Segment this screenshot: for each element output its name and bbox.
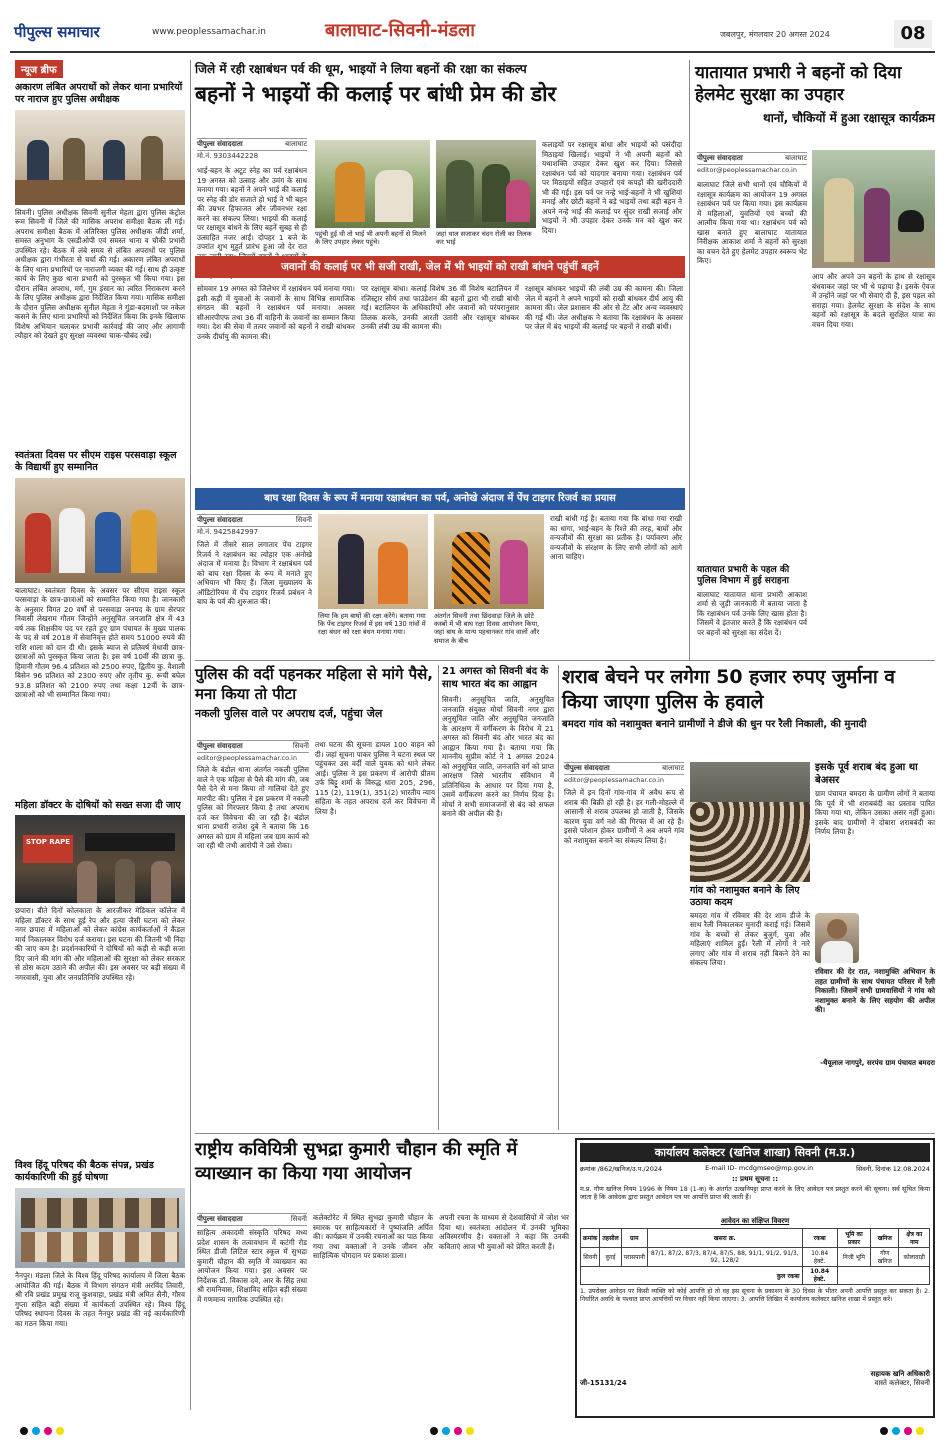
tender-header: ग्राम — [621, 1229, 647, 1248]
tiger-mobile: मो.नं. 9425842997 — [197, 528, 259, 536]
masthead — [0, 0, 945, 54]
tender-header: तहसील — [600, 1229, 621, 1248]
lead-photo-soldiers-rakhi — [436, 140, 536, 228]
brief-story3-headline: महिला डॉक्टर के दोषियों को सख्त सजा दी जाए — [15, 799, 181, 811]
jail-body-col1: सोमवार 19 अगस्त को जिलेभर में रक्षाबंधन पर्व मनाया गया। इसी कड़ी में युवाओं के जवानों के साथ विभिन्न सामाजिक संगठन की बहनों ने रक्षाबंधन पर्व मनाया। अवसर सीआरपीएफ तथा 36 वीं वाहिनी के जवानों का सम्मान किया गया। देश की सेवा में तत्पर जवानों को बहनों ने राखी बांधकर उनके दीर्घायु की कामना की। — [197, 284, 355, 341]
lead-photo2-caption: जहां थाल सजाकर चंदन रोली का तिलक कर भाई — [436, 230, 532, 247]
liquor-byline — [564, 762, 684, 784]
brief-story4-photo — [15, 1188, 185, 1268]
tender-header: क्रमांक — [581, 1229, 600, 1248]
traffic-headline: यातायात प्रभारी ने बहनों को दिया हेलमेट सुरक्षा का उपहार — [695, 63, 902, 106]
brand-logo: पीपुल्स समाचार — [14, 23, 100, 41]
liquor-place: बालाघाट — [662, 764, 684, 772]
liquor-quote-author: -थैयूलाल नागपुरे, सरपंच ग्राम पंचायत बमदरा — [820, 1059, 935, 1067]
lead-body-col3: कलाइयों पर रक्षासूत्र बांधा और भाइयों को पसंदीदा मिठाइयां खिलाई। भाइयों ने भी अपनी बहनों को यथाशक्ति उपहार देकर खुश कर दिया। जिससे रक्षाबंधन पर्व को यादगार बनाया गया। रक्षाबंधन पर्व पर मिठाइयों सहित उपहारों एवं कपड़ों की खरीददारी भी की गई। इस पर्व पर नन्हे भाई-बहनों ने भी खुशियां मनाई और छोटी बहनों ने बड़े भाइयों तथा बड़ी बहन ने अपने नन्हे भाई की कलाई पर सुंदर राखी सजाई और भाइयों ने भी उपहार देकर उनके मन को खुश कर दिया। — [542, 140, 682, 235]
bandh-headline: 21 अगस्त को सिवनी बंद के साथ भारत बंद का आह्वान — [442, 666, 549, 690]
tender-cell: सिवनी — [581, 1248, 600, 1267]
tender-email: E-mail ID- mcdgmseo@mp.gov.in — [705, 1164, 814, 1172]
lead-bureau: पीपुल्स संवाददाता — [197, 140, 243, 148]
traffic-box — [697, 565, 807, 655]
traffic-byline — [697, 152, 807, 174]
tender-cell: कुरई — [600, 1248, 621, 1267]
liquor-sarpanch-photo — [815, 913, 859, 963]
column-divider-mid — [689, 60, 690, 660]
tender-cell: निजी भूमि — [837, 1248, 870, 1267]
tiger-bureau: पीपुल्स संवाददाता — [197, 516, 243, 524]
brief-story2-photo — [15, 478, 185, 583]
jail-body-col3: रक्षासूत्र बांधकर भाइयों की लंबी उम्र की कामना की। जिला जेल में बहनों ने अपने भाइयों को राखी बांधकर दीर्घ आयु की कामना की। जेल प्रशासन की ओर से टेंट और अन्य व्यवस्थाएं की गई थीं। जेल अधीक्षक ने बताया कि रक्षाबंधन के अवसर पर जेल में बंद भाइयों की कलाई पर बहनों ने राखी बांधी। — [525, 284, 683, 331]
tender-ref: क्रमांक /862/खनिज/उ.प./2024 — [580, 1165, 663, 1173]
tiger-body-col1: जिले में तीसरे साल लगातार पेंच टाइगर रिजर्व ने रक्षाबंधन का त्योहार एक अनोखे अंदाज में मनाया है। विभाग ने रक्षाबंधन पर्व को बाघ रक्षा दिवस के रूप में मनाते हुए अभियान भी किए हैं। जिला मुख्यालय के ऑडिटोरियम में पेंच टाइगर रिजर्व प्रबंधन ने बाघ के पर्व की शुरुआत की। — [197, 540, 312, 606]
horizontal-divider-2 — [195, 1133, 935, 1134]
liquor-side — [815, 762, 935, 1130]
traffic-subhead: थानों, चौकियों में हुआ रक्षासूत्र कार्यक्रम — [763, 111, 935, 126]
bandh-story — [442, 665, 554, 1130]
news-brief-column — [15, 58, 185, 1418]
police-subhead: नकली पुलिस वाले पर अपराध दर्ज, पहुंचा जेल — [195, 707, 383, 720]
lead-photo-sister-tying-rakhi — [315, 140, 430, 228]
poet-headline: राष्ट्रीय कवियित्री सुभद्रा कुमारी चौहान की स्मृति में व्याख्यान का किया गया आयोजन — [195, 1139, 518, 1185]
liquor-subhead: बमदरा गांव को नशामुक्त बनाने ग्रामीणों ने डीजे की धुन पर रैली निकाली, की मुनादी — [562, 719, 867, 731]
tender-header: खनिज — [871, 1229, 899, 1248]
tender-notice — [575, 1138, 935, 1418]
tender-cell: 87/1, 87/2, 87/3, 87/4, 87/5, 88, 91/1, 91/2, 91/3, 92, 128/2 — [647, 1248, 802, 1267]
lead-kicker: जिले में रही रक्षाबंधन पर्व की धूम, भाइयों ने लिया बहनों की रक्षा का संकल्प — [195, 62, 527, 76]
brief-story4-body: नैनपुर। मंडला जिले के विश्व हिंदू परिषद कार्यालय में जिला बैठक आयोजित की गई। बैठक में विभाग संगठन मंत्री अरविंद तिवारी, श्री रवि प्रखंड प्रमुख राजू कुशवाहा, प्रखंड मंत्री अमित सैनी, गौरव गुप्ता सहित बड़ी संख्या में कार्यकर्ता उपस्थित रहे। विश्व हिंदू परिषद स्थापना दिवस के तहत नैनपुर प्रखंड की नई कार्यकारिणी का गठन किया गया। — [15, 1271, 185, 1328]
dateline: जबलपुर, मंगलवार 20 अगस्त 2024 — [720, 30, 830, 39]
print-registration-bar — [0, 1425, 945, 1437]
jail-headline: जवानों की कलाई पर भी सजी राखी, जेल में भी भाइयों को राखी बांधने पहुंचीं बहनें — [195, 256, 685, 278]
tender-table-title: आवेदन का संक्षिप्त विवरण — [720, 1217, 790, 1225]
column-divider-bandh — [438, 665, 439, 1130]
brief-story1-headline: अकारण लंबित अपराधों को लेकर थाना प्रभारियों पर नाराज हुए पुलिस अधीक्षक — [15, 82, 183, 105]
traffic-place: बालाघाट — [785, 154, 807, 162]
tiger-headline: बाघ रक्षा दिवस के रूप में मनाया रक्षाबंधन का पर्व, अनोखे अंदाज में पेंच टाइगर रिजर्व का प्रयास — [195, 488, 685, 510]
tender-cell: गौण खनिज — [871, 1248, 899, 1267]
traffic-body-col2: आप और अपने उन बहनों के हाथ से रक्षासूत्र बंधवाकर जहां पर भी थे पढ़ाया है। इसके ऐवज में उन्होंने जहां पर भी सेवाएं दी हैं, इस पहल को सराहा गया। हेलमेट सुरक्षा के संदेश के साथ बहनों को रक्षासूत्र के बदले सुरक्षित यात्रा का वचन दिया गया। — [812, 272, 935, 329]
tiger-byline — [197, 514, 312, 537]
stop-rape-sign: STOP RAPE — [23, 835, 73, 863]
poet-body-col1: साहित्य अकादमी संस्कृति परिषद मध्य प्रदेश शासन के तत्वावधान में कटंगी रोड स्थित डीजी लिटिल स्टार स्कूल में सुभद्रा कुमारी चौहान की स्मृति में व्याख्यान का आयोजन किया गया। इस अवसर पर निर्देशक डॉ. विकास दवे, आर के सिंह तथा श्री रामनिवास, शिक्षाविद सहित बड़ी संख्या में गणमान्य नागरिक उपस्थित रहे। — [197, 1228, 307, 1304]
liquor-box-headline: गांव को नशामुक्त बनाने के लिए उठाया कदम — [690, 885, 800, 908]
tiger-photo-tiger-costume — [434, 514, 544, 609]
traffic-body-col1: बालाघाट जिले सभी थानों एवं चौकियों में रक्षासूत्र कार्यक्रम का आयोजन 19 अगस्त रक्षाबंधन पर्व पर किया गया। इस कार्यक्रम में महिलाओं, युवतियों एवं बच्चों की आत्मीय किया गया था। रक्षाबंधन पर्व को खास बनाते हुए बालाघाट यातायात निरीक्षक आकाश शर्मा ने बहनों को सुरक्षा का वचन देते हुए हेलमेट उपहार स्वरूप भेंट किए। — [697, 180, 808, 265]
tender-table — [580, 1228, 930, 1285]
poet-body-col3: अपनी रचना के माध्यम से देशवासियों में जोश भर दिया था। स्वतंत्रता आंदोलन में उनकी भूमिका अविस्मरणीय है। वक्ताओं ने कहा कि उनकी कविताएं आज भी युवाओं को प्रेरित करती हैं। — [439, 1213, 569, 1251]
tender-cell: 10.84 हेक्टे. — [802, 1248, 837, 1267]
traffic-email: editor@peoplessamachar.co.in — [697, 166, 797, 174]
brief-story3-photo — [15, 815, 185, 903]
traffic-box-headline: यातायात प्रभारी के पहल की पुलिस विभाग में हुई सराहना — [697, 565, 790, 587]
police-bureau: पीपुल्स संवाददाता — [197, 742, 243, 750]
liquor-photo-rally — [690, 762, 810, 882]
column-divider-liquor — [558, 665, 559, 1130]
tender-title: कार्यालय कलेक्टर (खनिज शाखा) सिवनी (म.प्र.) — [580, 1143, 930, 1162]
edition-title: बालाघाट-सिवनी-मंडला — [325, 20, 475, 41]
police-place: सिवनी — [292, 742, 309, 750]
tender-notice-label: :: प्रथम सूचना :: — [731, 1175, 779, 1183]
tender-total-value: 10.84 हेक्टे. — [802, 1267, 837, 1285]
liquor-story — [562, 665, 935, 760]
brief-story2-body: बालाघाट। स्वतंत्रता दिवस के अवसर पर सीएम राइस स्कूल परसवाड़ा के छात्र-छात्राओं को सम्मानित किया गया है। जानकारी के अनुसार विगत 20 वर्षों से परसवाड़ा जनपद के ग्राम सेरपार निवासी लेखराम गौतम जिन्होंने अनुसूचित जनजाति क्षेत्र में 43 वर्ष तक शिक्षकीय पद पर रहते हुए ग्राम पंचायत के मुख्य पालक के पद से वर्ष 2018 में सेवानिवृत्त होते समय 51000 रुपये की राशि शाला को दान दी थी। इसके ब्याज से प्रतिवर्ष मेधावी छात्र-छात्राओं को पुरस्कृत किया जाता है। इस वर्ष 10वीं की छात्रा कु. हिमानी गौतम 96.4 प्रतिशत को 2500 रुपए, द्वितीय कु. वैशाली बिसेन 96 प्रतिशत को 2300 रुपए और तृतीय कु. रूची बघेल 93.8 प्रतिशत को 2100 रुपए तथा कक्षा 12वीं के छात्र-छात्राओं को भी सम्मानित किया गया। — [15, 585, 185, 699]
tender-date: सिवनी, दिनांक 12.08.2024 — [856, 1165, 930, 1173]
liquor-side-body: ग्राम पंचायत बमदरा के ग्रामीण लोगों ने बताया कि पूर्व में भी शराबबंदी का प्रस्ताव पारित किया गया था, लेकिन उसका असर नहीं हुआ। इसके बाद ग्रामीणों ने दोबारा शराबबंदी का निर्णय लिया है। — [815, 789, 935, 836]
poet-byline — [197, 1213, 307, 1226]
table-row — [581, 1248, 930, 1267]
traffic-bureau: पीपुल्स संवाददाता — [697, 154, 743, 162]
tiger-photo2-caption: अंतर्गत सिवनी तथा छिंदवाड़ा जिले के छोटे कस्बों में भी बाघ रक्षा दिवस आयोजन किया, जहां बाघ के मान्य पहचानकर गांव वालों और समाज के बीच — [434, 612, 540, 645]
liquor-bureau: पीपुल्स संवाददाता — [564, 764, 610, 772]
liquor-email: editor@peoplessamachar.co.in — [564, 776, 664, 784]
liquor-side-headline: इसके पूर्व शराब बंद हुआ था बेअसर — [815, 762, 918, 786]
lead-mobile: मो.नं. 9303442228 — [197, 152, 259, 160]
police-headline: पुलिस की वर्दी पहनकर महिला से मांगे पैसे, मना किया तो पीटा — [195, 665, 434, 703]
lead-body-col1: भाई-बहन के अटूट स्नेह का पर्व रक्षाबंधन 19 अगस्त को उत्साह और उमंग के साथ मनाया गया। बहनों ने अपने भाई की कलाई पर स्नेह की डोर सजाते हो भाई ने भी बहन की उम्रभर हिफाजत और जीवनभर रक्षा करने का संकल्प लिया। भाइयों की कलाई पर रक्षासूत्र बांधने के लिए बहनें सुबह से ही उत्साहित नजर आईं। दोपहर 1 बजे के उपरांत शुभ मुहूर्त प्रारंभ हुआ जो देर रात — [197, 166, 307, 251]
poet-place: सिवनी — [290, 1215, 307, 1223]
jail-story — [195, 256, 685, 484]
tender-header: रकबा — [802, 1229, 837, 1248]
tender-header: क्षेत्र का नाम — [899, 1229, 930, 1248]
police-body-col2: तथा घटना की सूचना डायल 100 वाहन को दी। जहां सूचना पाकर पुलिस ने घटना स्थल पर पहुंचकर उस वर्दी वाले युवक को थाने लेकर आई। पुलिस ने इस प्रकरण में आरोपी प्रीतम उर्फ बिट्टू शर्मा के विरुद्ध धारा 205, 296, 115 (2), 119(1), 351(2) भारतीय न्याय संहिता के तहत अपराध दर्ज कर विवेचना में लिया है। — [315, 740, 435, 816]
poet-body-col2: कलेक्टोरेट में स्थित सुभद्रा कुमारी चौहान के स्मारक पर साहित्यकारों ने पुष्पांजलि अर्पित की। कार्यक्रम में उनकी रचनाओं का पाठ किया गया तथा वक्ताओं ने उनके जीवन और साहित्यिक योगदान पर प्रकाश डाला। — [313, 1213, 433, 1260]
website-link[interactable]: www.peoplessamachar.in — [152, 27, 266, 37]
liquor-box — [690, 885, 810, 1130]
brief-story1-body: सिवनी। पुलिस अधीक्षक सिवनी सुनील मेहता द्वारा पुलिस कंट्रोल रूम सिवनी में जिले की मासिक अपराध समीक्षा बैठक ली गई। अपराध समीक्षा बैठक में अतिरिक्त पुलिस अधीक्षक जीडी शर्मा, समस्त अनुभाग के एसडीओपी एवं समस्त थाना व चौकी प्रभारी उपस्थित रहे। बैठक में लंबे समय से लंबित अपराधों पर पुलिस अधीक्षक द्वारा गंभीरता से चर्चा की गई। अकारण लंबित अपराधों के लिए थाना प्रभारियों पर नाराजगी व्यक्त की गई। साथ ही उत्कृष्ट कार्य के लिए कुछ थाना प्रभारी को पुरस्कृत भी किया गया। इस दौरान लंबित अपराध, मर्ग, गुम इंसान का त्वरित निराकरण करने के लिए पुलिस अधीक्षक द्वारा निर्देशित किया गया। मासिक समीक्षा के दौरान पुलिस अधीक्षक सुनील मेहता ने गुंडा-बदमाशों पर नकेल कसने के लिए थाना प्रभारियों को निर्देशित किया कि इनके खिलाफ विशेष अभियान चलाकर प्रभावी कार्रवाई की जाए और आगामी त्यौहार को देखते हुए सुरक्षा व्यवस्था चाक-चौबंद रखें। — [15, 207, 185, 341]
traffic-photo-helmet-gift — [812, 150, 935, 268]
brief-label: न्यूज ब्रीफ — [15, 60, 63, 78]
jail-body-col2: पर रक्षासूत्र बांधा। कलाई विशेष 36 वीं विशेष बटालियन में रजिस्ट्रार सौर्य तथा फाउंडेशन की बहनों द्वारा भी राखी बांधी गई। बटालियन के अधिकारियों और जवानों को परंपरानुसार तिलक करके, उनकी आरती उतारी और रक्षासूत्र बांधकर उनकी लंबी उम्र की कामना की। — [361, 284, 519, 331]
traffic-box-body: बालाघाट यातायात थाना प्रभारी आकाश शर्मा से जुड़ी जानकारी में बताया जाता है कि रक्षाबंधन पर्व उनके लिए खास होता है। जिसमें वे इंतजार करते हैं कि रक्षाबंधन पर्व पर बहनों को सुरक्षा का संदेश दें। — [697, 589, 807, 637]
tender-signatory2: वास्ते कलेक्टर, सिवनी — [874, 1379, 930, 1387]
lead-byline — [197, 138, 307, 161]
lead-headline: बहनों ने भाइयों की कलाई पर बांधी प्रेम की डोर — [195, 82, 557, 106]
lead-place: बालाघाट — [285, 140, 307, 148]
brief-story1-photo — [15, 110, 185, 205]
tender-code: जी-15131/24 — [580, 1379, 627, 1387]
police-email: editor@peoplessamachar.co.in — [197, 754, 297, 762]
police-body-col1: जिले के बंडोल थाना अंतर्गत नकली पुलिस वाले ने एक महिला से पैसे की मांग की, जब पैसे देने से मना किया तो गालियां देते हुए मारपीट की। पुलिस ने इस प्रकरण में नकली पुलिस को गिरफ्तार किया है तथा अपराध दर्ज कर विवेचना की जा रही है। बंडोल थाना प्रभारी राजेश दुबे ने बताया कि 16 अगस्त को ग्राम में महिला जब ग्राम कार्य को जा रही थी तभी आरोपी ने उसे रोका। — [197, 765, 309, 850]
page-number: 08 — [894, 20, 932, 48]
masthead-rule — [10, 51, 935, 53]
liquor-body-col1: जिले में इन दिनों गांव-गांव में अवैध रूप से शराब की बिक्री हो रही है। हर गली-मोहल्ले में आसानी से शराब उपलब्ध हो जाती है, जिसके कारण युवा वर्ग नशे की गिरफ्त में आ रहे हैं। इससे परेशान होकर ग्रामीणों ने अब अपने गांव को नशामुक्त बनाने का संकल्प लिया है। — [564, 788, 684, 845]
liquor-quote: रविवार की देर रात, नशामुक्ति अभियान के तहत ग्रामीणों के साथ पंचायत परिसर में रैली निकाली। जिसमें सभी ग्रामवासियों ने गांव को नशामुक्त बनाने के लिए सहयोग की अपील की। — [815, 967, 935, 1014]
tiger-photo-rakhi-ceremony — [318, 514, 428, 609]
lead-photo1-caption: पहुंची हुई थी तो भाई भी अपनी बहनों से मिलने के लिए उपहार लेकर पहुंचे। — [315, 230, 427, 247]
tender-signatory: सहायक खनि अधिकारी — [870, 1370, 930, 1378]
liquor-box-body: बमदरा गांव में रविवार की देर शाम डीजे के साथ रैली निकालकर मुनादी कराई गई। जिसमें गांव के बच्चों से लेकर बुजुर्ग, युवा और महिलाएं शामिल हुईं। रैली में लोगों ने नारे लगाए और गांव में शराब नहीं बिकने देने का संकल्प लिया। — [690, 910, 810, 968]
tiger-photo1-caption: लिया कि हम बाघों की रक्षा करेंगे। बताया गया कि पेंच टाइगर रिजर्व में इस वर्ष 130 गांवों में रक्षा बंधन को रक्षा बंधन मनाया गया। — [318, 612, 426, 637]
brief-story4-headline: विश्व हिंदू परिषद की बैठक संपन्न, प्रखंड कार्यकारिणी की हुई घोषणा — [15, 1160, 154, 1184]
police-story — [195, 665, 435, 740]
tiger-body-col2: राखी बांधी गई है। बताया गया कि बांधा गया राखी का धागा, भाई-बहन के रिश्ते की तरह, बाघों और वन्यजीवों की सुरक्षा का प्रतीक है। पर्यावरण और वन्यजीवों के संरक्षण के लिए सभी लोगों को आगे आना चाहिए। — [550, 514, 682, 561]
poet-story — [195, 1138, 570, 1213]
poet-bureau: पीपुल्स संवाददाता — [197, 1215, 243, 1223]
tender-total-label: कुल रकबा — [581, 1267, 803, 1285]
column-divider-left — [190, 60, 191, 1410]
tender-notes: 1. उपरोक्त आवेदन पर किसी व्यक्ति को कोई आपत्ति हो तो वह इस सूचना के प्रकाशन के 30 दिवस के भीतर अपनी आपत्ति प्रस्तुत कर सकता है। 2. निर्धारित अवधि के पश्चात प्राप्त आपत्तियों पर विचार नहीं किया जाएगा। 3. आपत्ति लिखित में कार्यालय कलेक्टर खनिज शाखा में प्रस्तुत करें। — [580, 1288, 930, 1304]
horizontal-divider-1 — [195, 660, 935, 661]
brief-story2-headline: स्वतंत्रता दिवस पर सीएम राइस परसवाड़ा स्कूल के विद्यार्थी हुए सम्मानित — [15, 449, 177, 473]
tender-header: भूमि का प्रकार — [837, 1229, 870, 1248]
police-byline — [197, 740, 309, 762]
tender-body: म.प्र. गौण खनिज नियम 1996 के नियम 18 (1-क) के अंतर्गत उत्खनिपट्टा प्राप्त करने के लिए आवेदन पत्र प्रस्तुत करने की सूचना। सर्व सूचित किया जाता है कि आवेदक द्वारा प्रस्तुत आवेदन पत्र पर आपत्ति प्राप्त की जाती हैं। — [580, 1185, 930, 1202]
tender-header: खसरा क्र. — [647, 1229, 802, 1248]
liquor-headline: शराब बेचने पर लगेगा 50 हजार रुपए जुर्माना व किया जाएगा पुलिस के हवाले — [562, 666, 895, 713]
brief-story3-body: छपारा। बीते दिनों कोलकाता के आरजीकर मेडिकल कॉलेज में महिला डॉक्टर के साथ हुई रेप और हत्या जैसी घटना को लेकर नगर छपारा में महिलाओं को लेकर कांग्रेस कार्यकर्ताओं ने कैंडल मार्च निकालकर विरोध दर्ज कराया। इस घटना की जितनी भी निंदा की जाए कम है। प्रदर्शनकारियों ने दोषियों को कड़ी से कड़ी सजा दिए जाने की मांग की और महिलाओं की सुरक्षा को लेकर सरकार से ठोस कदम उठाने की अपील की। इस अवसर पर बड़ी संख्या में नगरवासी, युवा और जनप्रतिनिधि उपस्थित रहे। — [15, 906, 185, 982]
tender-cell: परासपानी — [621, 1248, 647, 1267]
bandh-body: सिवनी। अनुसूचित जाति, अनुसूचित जनजाति संयुक्त मोर्चा सिवनी नगर द्वारा अनुसूचित जाति और अनुसूचित जनजाति के आरक्षण में वर्गीकरण के विरोध में 21 अगस्त को सिवनी बंद और भारत बंद का आह्वान किया गया है। बताया गया कि माननीय सुप्रीम कोर्ट ने 1 अगस्त 2024 को अनुसूचित जाति, जनजाति वर्ग को प्राप्त आरक्षण जिसे भारतीय संविधान में प्रतिनिधित्व के आधार पर दिया गया है, उसमें वर्गीकरण करने का निर्णय दिया है। मोर्चा ने सभी समाजजनों से बंद को सफल बनाने की अपील की है। — [442, 695, 554, 818]
tender-cell: कोलावाड़ी — [899, 1248, 930, 1267]
tiger-place: सिवनी — [295, 516, 312, 524]
